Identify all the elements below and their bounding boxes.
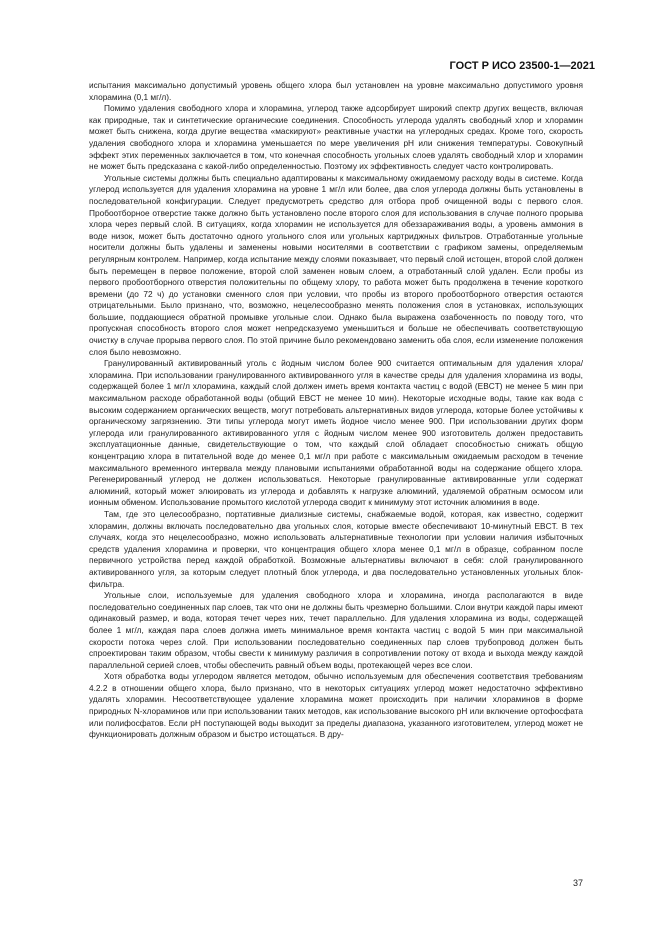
paragraph-bed-pairs: Угольные слои, используемые для удаления свободного хлора и хлорамина, иногда располагаются в виде последовательно соединенных пар слоев, так что они не должны быть чрезмерно большими. Слои внутри каждой пары имеют одинаковый размер, и вода, которая течет через них, течет параллельно. Для удаления хлорамина из воды, содержащей более 1 мг/л, каждая пара слоев должна иметь минимальное время контакта частиц с водой 5 мин при максимальной скорости потока через слой. При использовании последовательно соединенных пар слоев трубопровод должен быть спроектирован таким образом, чтобы свести к минимуму различия в сопротивлении потоку от входа и выхода между каждой параллельной серией слоев, чтобы обеспечить равный объем воды, протекающей через все слои. xyxy=(89,590,583,670)
body-text xyxy=(89,80,583,741)
paragraph-carbon-systems: Угольные системы должны быть специально адаптированы к максимальному ожидаемому расходу воды в системе. Когда углерод используется для удаления хлорамина на уровне 1 мг/л или более, два слоя углерода должны быть установлены в последовательной конфигурации. Следует предусмотреть средство для отбора проб очищенной воды с первого слоя. Пробоотборное отверстие также должно быть установлено после второго слоя для использования в случае полного прорыва хлора через первый слой. В ситуациях, когда хлорамин не используется для обеззараживания воды, а уровень аммония в воде низок, может быть достаточно одного угольного слоя или угольных картриджных фильтров. Отработанные угольные носители должны быть удалены и заменены новыми носителями в соответствии с графиком замены, определяемым регулярным контролем. Например, когда испытание между слоями показывает, что первый слой истощен, второй слой должен быть перемещен в первое положение, второй слой заменен новым слоем, а отработанный слой удален. Если пробы из первого пробоотборного отверстия положительны по общему хлору, то работа может быть продолжена в течение короткого времени (до 72 ч) до установки сменного слоя при условии, что пробы из второго пробоотборного отверстия остаются отрицательными. Было признано, что, возможно, нецелесообразно менять положения слоя в установках, использующих большие, поддающиеся обратной промывке угольные слои. Однако была выражена озабоченность по поводу того, что пропускная способность второго слоя может непредсказуемо уменьшиться и больше не обеспечивать соответствующую очистку в случае прорыва первого слоя. По этой причине было рекомендовано заменить оба слоя, если изменение положения слоя было невозможно. xyxy=(89,172,583,357)
standard-header: ГОСТ Р ИСО 23500-1—2021 xyxy=(449,60,595,72)
paragraph-carbon-adsorption: Помимо удаления свободного хлора и хлорамина, углерод также адсорбирует широкий спектр других веществ, включая как природные, так и синтетические органические соединения. Способность углерода удалять свободный хлор и хлорамин может быть снижена, когда другие вещества «маскируют» реактивные участки на углеродных средах. Кроме того, скорость удаления свободного хлора и хлорамина уменьшается по мере увеличения pH или снижения температуры. Совокупный эффект этих переменных заключается в том, что конечная способность угольных слоев удалять свободный хлор и хлорамин не может быть предсказана с какой-либо определенностью. Поэтому их эффективность следует часто контролировать. xyxy=(89,103,583,172)
paragraph-chloramine-removal: Хотя обработка воды углеродом является методом, обычно используемым для обеспечения соответствия требованиям 4.2.2 в отношении общего хлора, было признано, что в некоторых ситуациях углерод может недостаточно эффективно удалять хлорамин. Несоответствующее удаление хлорамина может происходить при наличии хлораминов в форме природных N-хлораминов или при использовании таких методов, как использование высокого pH или включение ортофосфата или полифосфатов. Если pH поступающей воды выходит за пределы диапазона, указанного изготовителем, углерод может не функционировать должным образом и быстро истощаться. В дру- xyxy=(89,671,583,740)
paragraph-continuation: испытания максимально допустимый уровень общего хлора был установлен на уровне максимально допустимого уровня хлорамина (0,1 мг/л). xyxy=(89,80,583,102)
paragraph-portable-systems: Там, где это целесообразно, портативные диализные системы, снабжаемые водой, которая, как известно, содержит хлорамин, должны включать последовательно два угольных слоя, которые вместе обеспечивают 10-минутный EBCT. В тех случаях, когда это нецелесообразно, можно использовать альтернативные технологии при условии наличия избыточных средств удаления хлорамина и проверки, что концентрация общего хлора менее 0,1 мг/л в образце, собранном после первичного устройства перед каждой обработкой. Возможные альтернативы включают в себя: слой гранулированного активированного угля, за которым следует плотный блок углерода, и два последовательно установленных угольных блок-фильтра. xyxy=(89,508,583,589)
page-number: 37 xyxy=(572,878,583,888)
paragraph-granular-carbon: Гранулированный активированный уголь с йодным числом более 900 считается оптимальным для удаления хлора/хлорамина. При использовании гранулированного активированного угля в качестве среды для удаления хлорамина из воды, содержащей более 1 мг/л хлорамина, каждый слой должен иметь время контакта частиц с водой (EBCT) не менее 5 мин при максимальном расходе обработанной воды (общий EBCT не менее 10 мин). Некоторые исходные воды, такие как вода с высоким содержанием органических веществ, могут потребовать альтернативных видов углерода, которые более устойчивы к органическому загрязнению. Эти типы углерода могут иметь йодное число менее 900. При использовании других форм углерода или гранулированного активированного угля с йодным числом менее 900 изготовитель должен предоставить эксплуатационные данные, свидетельствующие о том, что каждый слой обладает способностью снижать общую концентрацию хлора в питательной воде до менее 0,1 мг/л при работе с максимальным ожидаемым расходом в течение максимального временного интервала между плановыми испытаниями обработанной воды на содержание общего хлора. Регенерированный углерод не должен использоваться. Некоторые гранулированные активированные угли содержат алюминий, который может элюировать из углерода и добавлять к нагрузке алюминий, удаляемой обратным осмосом или ионным обменом. Использование промытого кислотой углерода сводит к минимуму этот источник алюминия в воде. xyxy=(89,358,583,508)
